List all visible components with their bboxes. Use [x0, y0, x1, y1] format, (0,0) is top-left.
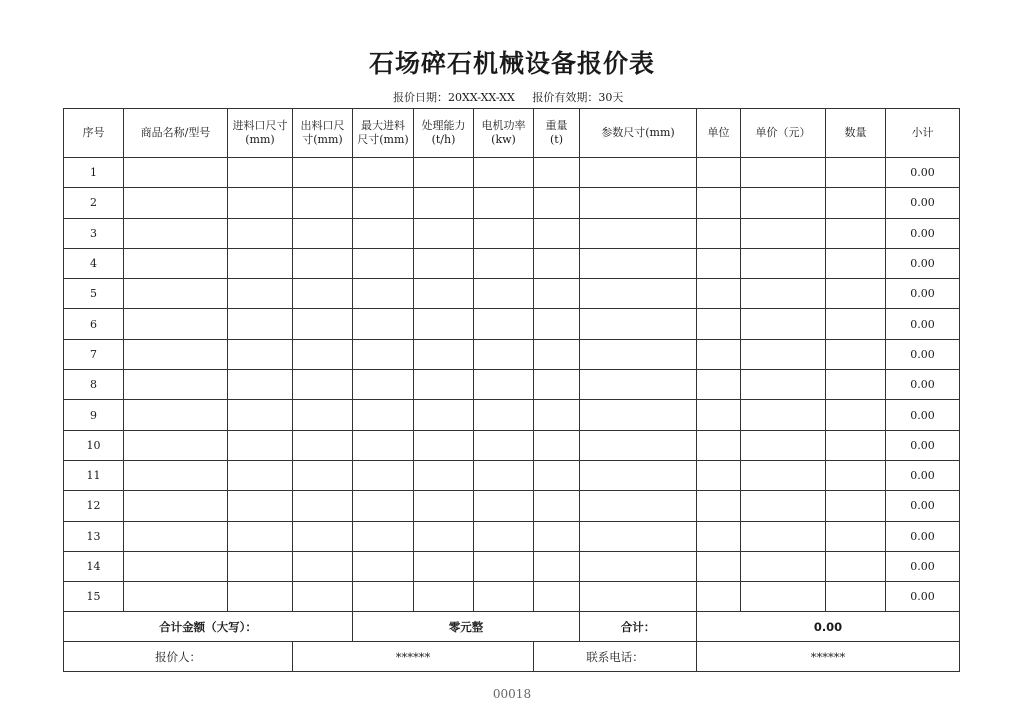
table-cell — [353, 188, 414, 218]
table-cell — [741, 158, 826, 188]
table-cell — [228, 521, 293, 551]
table-row — [64, 279, 960, 309]
table-cell — [414, 460, 474, 490]
table-cell — [826, 248, 886, 278]
table-cell — [741, 582, 826, 612]
table-cell — [414, 158, 474, 188]
row-subtotal: 0.00 — [886, 430, 960, 460]
table-row — [64, 491, 960, 521]
column-header — [124, 109, 228, 158]
table-cell — [124, 218, 228, 248]
table-cell — [414, 582, 474, 612]
table-cell — [474, 370, 534, 400]
table-cell — [697, 460, 741, 490]
table-row — [64, 521, 960, 551]
table-cell — [580, 521, 697, 551]
table-cell — [124, 460, 228, 490]
page-number: 00018 — [492, 687, 532, 701]
table-cell — [228, 551, 293, 581]
table-cell — [697, 339, 741, 369]
table-row — [64, 248, 960, 278]
table-cell — [826, 339, 886, 369]
table-cell — [697, 430, 741, 460]
table-cell — [228, 582, 293, 612]
table-cell — [353, 400, 414, 430]
table-cell — [534, 400, 580, 430]
table-cell — [697, 158, 741, 188]
row-subtotal: 0.00 — [886, 309, 960, 339]
amount-words-value: 零元整 — [353, 612, 580, 642]
table-cell — [697, 582, 741, 612]
table-cell — [826, 400, 886, 430]
table-cell — [124, 248, 228, 278]
phone-value: ****** — [697, 642, 960, 672]
table-cell — [826, 188, 886, 218]
table-cell — [293, 158, 353, 188]
table-cell — [353, 218, 414, 248]
table-cell — [741, 218, 826, 248]
table-cell — [353, 491, 414, 521]
table-cell — [293, 551, 353, 581]
table-cell — [534, 430, 580, 460]
column-header-text: 进料口尺寸 — [232, 119, 288, 132]
table-cell — [826, 460, 886, 490]
row-subtotal: 0.00 — [886, 400, 960, 430]
table-cell — [414, 248, 474, 278]
table-cell — [826, 158, 886, 188]
table-cell — [580, 400, 697, 430]
table-row — [64, 551, 960, 581]
column-header — [228, 109, 293, 158]
row-number: 8 — [64, 370, 124, 400]
table-cell — [580, 460, 697, 490]
table-cell — [228, 460, 293, 490]
table-cell — [741, 339, 826, 369]
table-cell — [414, 491, 474, 521]
table-cell — [580, 339, 697, 369]
table-cell — [124, 370, 228, 400]
page-title: 石场碎石机械设备报价表 — [368, 49, 655, 78]
table-cell — [474, 551, 534, 581]
table-cell — [414, 370, 474, 400]
row-number: 11 — [64, 460, 124, 490]
column-header — [886, 109, 960, 158]
table-cell — [534, 491, 580, 521]
table-cell — [293, 460, 353, 490]
column-header — [534, 109, 580, 158]
table-cell — [228, 491, 293, 521]
table-cell — [826, 309, 886, 339]
table-cell — [228, 188, 293, 218]
quoter-value: ****** — [293, 642, 534, 672]
table-cell — [826, 582, 886, 612]
row-number: 5 — [64, 279, 124, 309]
table-cell — [826, 370, 886, 400]
table-row — [64, 188, 960, 218]
table-cell — [534, 582, 580, 612]
table-cell — [353, 370, 414, 400]
table-cell — [580, 491, 697, 521]
table-cell — [534, 218, 580, 248]
table-cell — [353, 521, 414, 551]
table-cell — [293, 491, 353, 521]
row-subtotal: 0.00 — [886, 188, 960, 218]
table-cell — [580, 582, 697, 612]
column-header — [826, 109, 886, 158]
table-cell — [474, 188, 534, 218]
column-header — [741, 109, 826, 158]
table-cell — [697, 188, 741, 218]
table-row — [64, 400, 960, 430]
table-cell — [353, 248, 414, 278]
column-header-text: (mm) — [245, 133, 275, 146]
row-number: 4 — [64, 248, 124, 278]
row-number: 9 — [64, 400, 124, 430]
table-cell — [414, 521, 474, 551]
table-cell — [228, 158, 293, 188]
row-number: 2 — [64, 188, 124, 218]
table-cell — [474, 430, 534, 460]
table-cell — [474, 158, 534, 188]
table-cell — [353, 339, 414, 369]
column-header — [64, 109, 124, 158]
row-number: 14 — [64, 551, 124, 581]
table-cell — [124, 582, 228, 612]
row-subtotal: 0.00 — [886, 460, 960, 490]
column-header-text: (t) — [549, 133, 563, 146]
table-cell — [741, 551, 826, 581]
table-cell — [580, 370, 697, 400]
table-cell — [697, 521, 741, 551]
table-cell — [580, 188, 697, 218]
table-cell — [474, 248, 534, 278]
column-header-text: 出料口尺 — [300, 119, 345, 132]
table-cell — [293, 582, 353, 612]
table-row — [64, 370, 960, 400]
table-cell — [474, 339, 534, 369]
table-cell — [353, 430, 414, 460]
table-cell — [353, 309, 414, 339]
table-cell — [580, 218, 697, 248]
column-header-text: 处理能力 — [421, 119, 466, 132]
table-cell — [741, 400, 826, 430]
table-cell — [534, 521, 580, 551]
table-row — [64, 339, 960, 369]
table-cell — [353, 460, 414, 490]
table-cell — [293, 430, 353, 460]
column-header-text: (t/h) — [431, 133, 456, 146]
column-header-text: (kw) — [491, 133, 516, 146]
table-cell — [353, 582, 414, 612]
table-cell — [124, 491, 228, 521]
table-cell — [826, 521, 886, 551]
column-header — [353, 109, 414, 158]
row-number: 3 — [64, 218, 124, 248]
quoter-label: 报价人： — [64, 642, 293, 672]
table-cell — [414, 218, 474, 248]
table-cell — [580, 309, 697, 339]
quote-meta — [393, 89, 637, 105]
quote-table — [63, 108, 960, 672]
table-cell — [826, 491, 886, 521]
row-subtotal: 0.00 — [886, 521, 960, 551]
column-header-text: 尺寸(mm) — [357, 133, 409, 146]
total-label: 合计： — [580, 612, 697, 642]
table-cell — [741, 430, 826, 460]
table-cell — [534, 188, 580, 218]
table-cell — [474, 521, 534, 551]
table-cell — [534, 370, 580, 400]
table-cell — [414, 400, 474, 430]
column-header-text: 参数尺寸(mm) — [601, 126, 675, 139]
column-header-text: 商品名称/型号 — [140, 126, 211, 139]
row-number: 6 — [64, 309, 124, 339]
table-cell — [580, 279, 697, 309]
table-cell — [534, 339, 580, 369]
column-header-text: 重量 — [545, 119, 568, 132]
column-header-text: 单位 — [707, 126, 730, 139]
table-cell — [124, 339, 228, 369]
table-cell — [353, 551, 414, 581]
row-number: 10 — [64, 430, 124, 460]
row-subtotal: 0.00 — [886, 339, 960, 369]
table-row — [64, 158, 960, 188]
table-cell — [228, 370, 293, 400]
table-cell — [826, 218, 886, 248]
table-cell — [228, 248, 293, 278]
table-cell — [414, 551, 474, 581]
table-cell — [697, 309, 741, 339]
table-cell — [741, 370, 826, 400]
column-header-text: 小计 — [911, 126, 934, 139]
quote-validity: 报价有效期：30天 — [532, 91, 624, 104]
table-cell — [580, 248, 697, 278]
row-subtotal: 0.00 — [886, 218, 960, 248]
table-cell — [414, 279, 474, 309]
table-cell — [534, 279, 580, 309]
row-number: 1 — [64, 158, 124, 188]
table-cell — [826, 551, 886, 581]
table-cell — [293, 248, 353, 278]
table-cell — [580, 551, 697, 581]
table-cell — [228, 400, 293, 430]
quote-date: 报价日期：20XX-XX-XX — [393, 91, 515, 104]
table-cell — [474, 400, 534, 430]
table-header-row — [64, 109, 960, 158]
row-number: 13 — [64, 521, 124, 551]
table-row — [64, 460, 960, 490]
table-cell — [534, 551, 580, 581]
table-cell — [580, 430, 697, 460]
table-cell — [293, 279, 353, 309]
table-cell — [353, 279, 414, 309]
table-cell — [697, 400, 741, 430]
table-cell — [228, 218, 293, 248]
row-subtotal: 0.00 — [886, 279, 960, 309]
table-cell — [124, 279, 228, 309]
phone-label: 联系电话： — [534, 642, 697, 672]
table-cell — [741, 521, 826, 551]
contact-row — [64, 642, 960, 672]
table-cell — [474, 460, 534, 490]
table-cell — [293, 400, 353, 430]
table-cell — [474, 582, 534, 612]
column-header-text: 单价（元） — [755, 126, 811, 139]
table-cell — [414, 309, 474, 339]
totals-row — [64, 612, 960, 642]
table-row — [64, 582, 960, 612]
table-cell — [741, 309, 826, 339]
column-header-text: 电机功率 — [481, 119, 526, 132]
row-number: 12 — [64, 491, 124, 521]
table-cell — [474, 309, 534, 339]
table-cell — [124, 551, 228, 581]
table-cell — [534, 309, 580, 339]
table-cell — [741, 460, 826, 490]
table-cell — [697, 491, 741, 521]
table-cell — [474, 218, 534, 248]
table-cell — [826, 279, 886, 309]
column-header-text: 寸(mm) — [302, 133, 343, 146]
row-subtotal: 0.00 — [886, 551, 960, 581]
table-cell — [534, 158, 580, 188]
table-cell — [534, 460, 580, 490]
column-header-text: 序号 — [82, 126, 105, 139]
row-subtotal: 0.00 — [886, 158, 960, 188]
column-header — [293, 109, 353, 158]
table-cell — [124, 521, 228, 551]
table-cell — [228, 339, 293, 369]
column-header-text: 最大进料 — [361, 119, 405, 132]
row-subtotal: 0.00 — [886, 582, 960, 612]
table-cell — [124, 430, 228, 460]
table-cell — [124, 158, 228, 188]
table-cell — [474, 491, 534, 521]
table-row — [64, 218, 960, 248]
table-cell — [293, 188, 353, 218]
row-subtotal: 0.00 — [886, 370, 960, 400]
table-cell — [414, 430, 474, 460]
table-cell — [741, 491, 826, 521]
row-subtotal: 0.00 — [886, 248, 960, 278]
table-cell — [228, 309, 293, 339]
table-cell — [124, 188, 228, 218]
table-cell — [580, 158, 697, 188]
table-cell — [293, 521, 353, 551]
total-value: 0.00 — [697, 612, 960, 642]
column-header — [697, 109, 741, 158]
table-row — [64, 430, 960, 460]
table-cell — [697, 218, 741, 248]
row-number: 7 — [64, 339, 124, 369]
table-cell — [124, 400, 228, 430]
table-cell — [697, 370, 741, 400]
table-cell — [414, 188, 474, 218]
table-cell — [826, 430, 886, 460]
table-cell — [124, 309, 228, 339]
table-cell — [697, 551, 741, 581]
table-cell — [414, 339, 474, 369]
table-cell — [697, 248, 741, 278]
row-number: 15 — [64, 582, 124, 612]
table-cell — [741, 248, 826, 278]
table-cell — [697, 279, 741, 309]
table-cell — [228, 430, 293, 460]
table-cell — [534, 248, 580, 278]
table-cell — [293, 309, 353, 339]
table-cell — [741, 188, 826, 218]
amount-words-label: 合计金额（大写）： — [64, 612, 353, 642]
column-header-text: 数量 — [844, 126, 867, 139]
table-cell — [293, 370, 353, 400]
row-subtotal: 0.00 — [886, 491, 960, 521]
table-row — [64, 309, 960, 339]
table-cell — [228, 279, 293, 309]
table-cell — [293, 218, 353, 248]
column-header — [580, 109, 697, 158]
table-cell — [293, 339, 353, 369]
table-cell — [741, 279, 826, 309]
table-cell — [474, 279, 534, 309]
table-cell — [353, 158, 414, 188]
column-header — [414, 109, 474, 158]
column-header — [474, 109, 534, 158]
